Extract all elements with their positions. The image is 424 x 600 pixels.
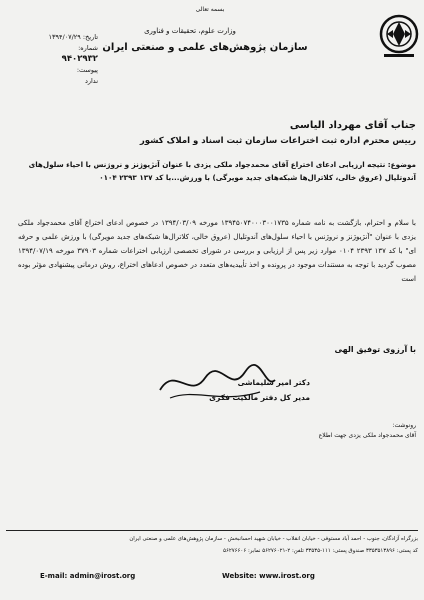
organization-name: سازمان پژوهش‌های علمی و صنعتی ایران	[102, 42, 308, 53]
letter-subject: موضوع: نتیجه ارزیابی ادعای اختراع آقای محمدجواد ملکی یزدی با عنوان آنژیوژنز و نروژنس با احیاء سلول‌های آندوتلیال (عروق خالی، کلاترال‌ها شبکه‌های جدید مویرگی) با ورزش...با کد ۱۳۷ ۲۳۹۳ ۰۱۰۴	[28, 160, 416, 182]
closing-phrase: با آرزوی توفیق الهی	[334, 345, 416, 354]
meta-attachment-value: ندارد	[84, 77, 98, 85]
footer-phones: کد پستی: ۳۳۵۳۵۱۳۸۹۶ صندوق پستی: ۱۱۱-۳۳۵۳۵ تلفن: ۲-۵۶۲۷۶۰۲۱ نمابر: ۵۶۲۷۶۶۰۶	[223, 548, 418, 554]
ministry-name: وزارت علوم، تحقیقات و فناوری	[144, 27, 236, 35]
meta-date	[8, 32, 98, 43]
meta-number-label: شماره:	[78, 44, 98, 52]
cc-title: رونوشت:	[392, 422, 416, 429]
signer-name: دکتر امیر سلیماشی	[237, 378, 310, 387]
meta-number-value: ۹۴۰۲۹۳۲	[61, 54, 98, 64]
meta-attachment-label: پیوست:	[76, 66, 98, 74]
meta-date-value: ۱۳۹۴/۰۷/۲۹	[48, 33, 81, 41]
basmala: بسمه تعالی	[195, 6, 225, 13]
recipient-title: رییس محترم اداره ثبت اختراعات سازمان ثبت اسناد و املاک کشور	[139, 136, 416, 146]
footer-address: بزرگراه آزادگان، جنوب - احمد آباد مستوفی - خیابان انقلاب - خیابان شهید احسانبخش - سازمان پژوهش‌های علمی و صنعتی ایران	[129, 536, 418, 542]
signer-position: مدیر کل دفتر مالکیت فکری	[209, 393, 310, 402]
letter-body: با سلام و احترام، بازگشت به نامه شماره ۱۳۹۴۵۰۷۴۰۰۰۳۰۰۱۷۳۵ مورخه ۱۳۹۴/۰۳/۰۹ در خصوص ادعای اختراع آقای محمدجواد ملکی یزدی با عنوان "آنژیوژنز و نروژنس با احیاء سلول‌های آندوتلیال (عروق خالی، کلاترال‌ها شبکه‌های جدید مویرگی) با ورزش علمی و حرفه ای" با کد ۱۳۷ ۲۳۹۳ ۰۱۰۴ موارد زیر پس از ارزیابی و بررسی در شورای تخصصی ارزیابی اختراعات شماره ۳۷۹۰۳ مورخه ۱۳۹۴/۰۷/۱۹ مصوب گردید با توجه به مستندات موجود در پرونده و اخذ تأییدیه‌های متعدد در خصوص ادعاهای اختراع، روش درمانی پیشنهادی مؤثر بوده است	[18, 219, 416, 283]
footer-email[interactable]: E-mail: admin@irost.org	[40, 572, 136, 580]
irost-emblem-icon	[378, 12, 420, 62]
cc-recipient: آقای محمدجواد ملکی یزدی جهت اطلاع	[318, 432, 416, 439]
recipient-name: جناب آقای مهرداد الیاسی	[289, 120, 416, 131]
footer-website[interactable]: Website: www.irost.org	[222, 572, 315, 580]
meta-date-label: تاریخ:	[82, 33, 98, 41]
footer-divider	[6, 530, 418, 531]
letter-meta	[8, 32, 98, 87]
meta-number	[8, 43, 98, 54]
